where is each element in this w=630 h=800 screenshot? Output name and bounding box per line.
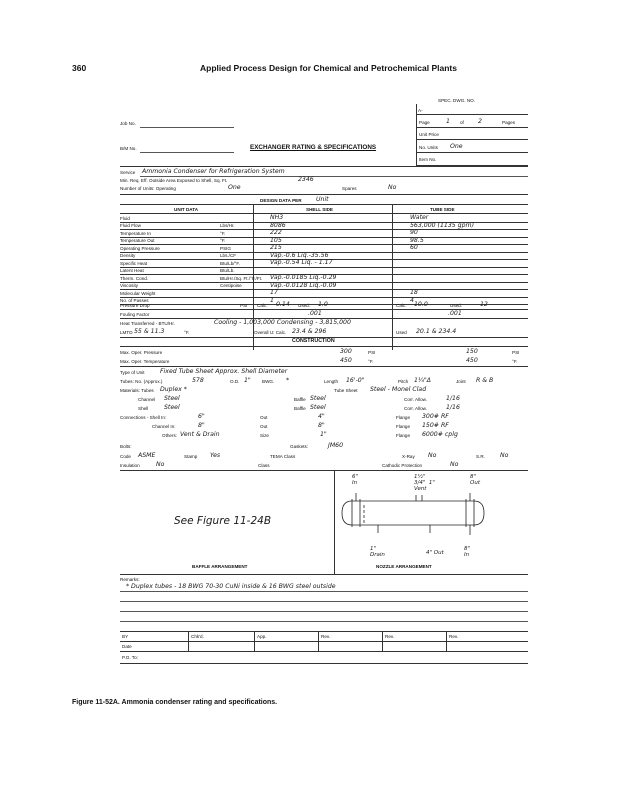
nozzle-out-bottom: 4" Out [426, 550, 444, 556]
row-tube-value: 60 [410, 244, 418, 251]
row-shell-value: Vap.-0.6 Liq.-35.56 [270, 251, 329, 259]
shell-material-label: Shell [138, 406, 149, 411]
row-tube-value: 563,000 (1135 gpm) [410, 221, 474, 229]
row-shell-value: 222 [270, 229, 282, 236]
row-label: Fluid Flow [120, 223, 141, 228]
lmtd-value: 55 & 11.3 [134, 328, 165, 335]
lmtd-label: LMTD [120, 330, 133, 335]
cathodic-protection-label: Cathodic Protection [382, 463, 423, 468]
app-label: App. [257, 634, 267, 639]
row-tube-value: 4 [410, 296, 414, 304]
xray-value: No [428, 452, 437, 459]
no-units-value: One [450, 143, 463, 150]
cathodic-protection-value: No [450, 461, 459, 468]
remarks-value: * Duplex tubes - 18 BWG 70-30 CuNi inside & 16 BWG steel outside [126, 583, 336, 590]
row-label: Molecular Weight [120, 290, 156, 296]
out-label-2: Out [260, 424, 268, 429]
length-label: Length [324, 379, 339, 384]
page-number: 360 [72, 63, 87, 73]
bwg-label: BWG. [262, 379, 275, 384]
row-label: Viscosity [120, 283, 139, 288]
nozzle-drain: 1" Drain [370, 546, 385, 558]
figure-caption: Figure 11-52A. Ammonia condenser rating and specifications. [72, 699, 278, 706]
row-label: Temperature Out [120, 238, 155, 243]
flange-label-3: Flange [396, 433, 411, 438]
materials-value: Duplex * [160, 386, 187, 393]
row-shell-value: 215 [270, 244, 282, 251]
channel-label: Channel [138, 397, 156, 402]
shell-material-value: Steel [164, 404, 180, 411]
heat-transferred-label: Heat Transferred - BTU/Hr. [120, 321, 175, 326]
channel-out-value: 8" [318, 422, 325, 429]
max-temp-tube: 450 [466, 357, 478, 364]
unit-price-label: Unit Price [419, 132, 439, 137]
baffle-value-1: Steel [310, 395, 326, 402]
baffle-value-2: Steel [310, 404, 326, 411]
row-shell-value: 17 [270, 289, 278, 296]
nozzle-in-top: 6" In [352, 474, 359, 486]
row-label: Temperature In [120, 230, 151, 236]
row-shell-value: Vap.-0.54 Liq. - 1.17 [270, 259, 333, 266]
spec-dwg-label: SPEC. DWG. NO. [438, 98, 476, 103]
lmtd-unit: °F. [184, 330, 190, 335]
shell-used-label: Used: [298, 303, 311, 308]
no-units-label: No. Units [419, 145, 438, 150]
rev1-label: Rev. [321, 634, 331, 639]
row-shell-value: Vap.-0.0128 Liq.-0.09 [270, 281, 337, 289]
row-shell-value: NH3 [270, 214, 284, 221]
nozzle-sketch [338, 483, 488, 553]
flange-value-3: 6000# cplg [422, 431, 458, 438]
sr-label: S.R. [476, 454, 485, 459]
bm-no-label: B/M No. [120, 146, 137, 151]
size-value: 1" [320, 431, 327, 438]
left-head [342, 501, 352, 525]
row-label: Fluid [120, 215, 130, 221]
po-to-label: P.O. To: [122, 655, 138, 660]
service-value: Ammonia Condenser for Refrigeration System [142, 168, 285, 175]
min-area-label: Min. Req. Eff. Outside Area Exposed to Shell, Sq. Ft. [120, 178, 228, 183]
shell-dp-calc: 0.14 [276, 301, 290, 308]
page-value: 1 [446, 118, 450, 125]
corr-allow-value-2: 1/16 [446, 404, 460, 411]
nozzle-in-bottom: 8" In [464, 546, 471, 558]
row-label: Operating Pressure [120, 245, 160, 251]
fouling-tube: .001 [448, 310, 462, 317]
see-figure-note: See Figure 11-24B [174, 515, 272, 527]
rev3-label: Rev. [449, 634, 459, 639]
of-label: of [460, 120, 464, 125]
row-unit: Lbs/Hr. [220, 223, 235, 228]
tube-dp-used: 12 [480, 301, 488, 308]
class-label: Class [258, 463, 270, 468]
date-label: Date [122, 644, 132, 649]
others-label: Others: [162, 433, 178, 438]
row-unit: PSIG [220, 245, 231, 251]
temp-unit-shell: °F. [368, 359, 374, 364]
remarks-label: Remarks: [120, 577, 140, 582]
overall-u-value: 23.4 & 296 [292, 328, 327, 335]
corr-allow-label-2: Corr. Allow. [404, 406, 427, 411]
page-label: Page [419, 120, 430, 125]
row-shell-value: 105 [270, 236, 282, 244]
row-label: Specific Heat [120, 260, 148, 266]
psi-label-3: PSI [512, 350, 520, 355]
stamp-label: Stamp [184, 454, 198, 459]
others-value: Vent & Drain [180, 431, 220, 438]
baffle-label-2: Baffle [294, 406, 306, 411]
tube-used-label: Used: [450, 303, 463, 308]
col-shell-side: SHELL SIDE [306, 207, 333, 212]
code-value: ASME [138, 452, 156, 459]
row-unit: Btu/Lb/°F. [220, 260, 240, 266]
row-label: Latent Heat [120, 268, 144, 273]
tube-dp-calc: 10.0 [414, 301, 428, 308]
heat-transferred-value: Cooling - 1,003,000 Condensing - 3,815,000 [214, 319, 351, 326]
pitch-label: Pitch [398, 379, 409, 384]
service-label: Service [120, 170, 136, 175]
nozzle-arrangement-label: NOZZLE ARRANGEMENT [376, 564, 432, 569]
min-area-value: 2346 [298, 176, 314, 183]
size-label: Size [260, 433, 269, 438]
materials-label: Materials: Tubes [120, 388, 154, 393]
channel-value: Steel [164, 395, 180, 402]
insulation-value: No [156, 461, 165, 468]
right-head [474, 501, 484, 525]
spares-value: No [388, 184, 397, 191]
max-temp-label: Max. Oper. Temperature [120, 359, 170, 364]
psi-label-2: PSI [368, 350, 376, 355]
tube-calc-label: Calc. [396, 303, 407, 308]
flange-label-2: Flange [396, 424, 411, 429]
shell-calc-label: Calc. [257, 303, 268, 308]
row-unit: Centipoise [220, 283, 242, 288]
row-label: Therm. Cond. [120, 275, 149, 281]
corr-allow-label-1: Corr. Allow. [404, 397, 427, 402]
tube-sheet-label: Tube Sheet [334, 388, 358, 393]
channel-in-value: 8" [198, 422, 205, 429]
row-unit: °F. [220, 238, 226, 243]
conn-shell-in-value: 6" [198, 413, 205, 420]
baffle-arrangement-label: BAFFLE ARRANGEMENT [192, 564, 248, 569]
flange-value-2: 150# RF [422, 422, 449, 429]
out-label-1: Out [260, 415, 268, 420]
units-operating-label: Number of Units: Operating [120, 186, 176, 191]
rev2-label: Rev. [385, 634, 395, 639]
col-unit-data: UNIT DATA [174, 207, 199, 212]
tube-sheet-value: Steel - Monel Clad [370, 386, 427, 393]
row-tube-value: Water [410, 214, 429, 221]
rev-a-label: A- [418, 108, 423, 113]
pressure-drop-label: Pressure Drop [120, 303, 150, 308]
joint-value: R & B [476, 377, 494, 384]
construction-label: CONSTRUCTION [292, 338, 335, 344]
sr-value: No [500, 452, 509, 459]
gaskets-value: JM60 [328, 442, 344, 449]
pitch-value: 1¼"Δ [414, 377, 432, 384]
fouling-label: Fouling Factor [120, 312, 150, 317]
joint-label: Joint [456, 379, 466, 384]
type-of-unit-label: Type of Unit [120, 370, 145, 375]
max-pressure-tube: 150 [466, 348, 478, 355]
max-pressure-label: Max. Oper. Pressure [120, 350, 163, 355]
pages-value: 2 [478, 118, 482, 125]
nozzle-vent-top: 1½" 3/4" 1" Vent [414, 474, 435, 492]
flange-value-1: 300# RF [422, 413, 449, 420]
item-no-label: Item No. [419, 157, 437, 162]
col-tube-side: TUBE SIDE [430, 207, 455, 212]
row-label: No. of Passes [120, 298, 149, 303]
conn-shell-in-label: Connections - Shell In: [120, 415, 167, 420]
spares-label: Spares [342, 186, 357, 191]
row-shell-value: 8086 [270, 221, 286, 229]
row-unit: Btu/Lb. [220, 268, 235, 273]
conn-shell-out-value: 4" [318, 413, 325, 420]
row-unit: Btu/Hr./Sq. Ft./°F./Ft. [220, 275, 263, 281]
max-pressure-shell: 300 [340, 348, 352, 355]
tema-class-label: TEMA Class [270, 454, 296, 459]
shell-dp-used: 1.0 [318, 301, 328, 308]
tubes-no-label: Tubes: No. (Approx.) [120, 379, 163, 384]
by-label: BY [122, 634, 129, 639]
od-value: 1" [244, 377, 251, 384]
row-tube-value: 18 [410, 289, 418, 296]
u-used-label: Used [396, 330, 407, 335]
fouling-shell: .001 [308, 310, 322, 317]
row-tube-value: 90 [410, 229, 418, 236]
tubes-no-value: 578 [192, 377, 204, 384]
flange-label-1: Flange [396, 415, 411, 420]
design-data-value: Unit [316, 196, 329, 203]
bwg-value: * [286, 377, 290, 384]
row-shell-value: Vap.-0.0185 Liq.-0.29 [270, 274, 337, 281]
row-unit: °F. [220, 230, 226, 236]
running-title: Applied Process Design for Chemical and Petrochemical Plants [200, 63, 457, 73]
insulation-label: Insulation [120, 463, 140, 468]
units-operating-value: One [228, 184, 241, 191]
od-label: O.D. [230, 379, 240, 384]
row-label: Density [120, 253, 136, 258]
corr-allow-value-1: 1/16 [446, 395, 460, 402]
channel-in-label: Channel In: [152, 424, 176, 429]
row-tube-value: 98.5 [410, 236, 424, 244]
gaskets-label: Gaskets: [290, 444, 309, 449]
max-temp-shell: 450 [340, 357, 352, 364]
baffle-label-1: Baffle [294, 397, 306, 402]
row-unit: Lbs./CF [220, 253, 237, 258]
row-shell-value: 1 [270, 296, 274, 304]
length-value: 16'-0" [346, 377, 365, 384]
pages-label: Pages [502, 120, 516, 125]
xray-label: X-Ray [402, 454, 415, 459]
chkd-label: Chk'd. [191, 634, 204, 639]
overall-u-label: Overall U: Calc. [254, 330, 287, 335]
nozzle-out-top: 8" Out [470, 474, 480, 486]
temp-unit-tube: °F. [512, 359, 518, 364]
type-of-unit-value: Fixed Tube Sheet Approx. Shell Diameter [160, 368, 288, 375]
stamp-value: Yes [210, 452, 221, 459]
u-used-value: 20.1 & 234.4 [416, 328, 457, 335]
psi-label: PSI [240, 303, 248, 308]
code-label: Code [120, 454, 131, 459]
bolts-label: Bolts: [120, 444, 132, 449]
exchanger-spec-sheet [120, 90, 528, 675]
design-data-label: DESIGN DATA PER [260, 198, 302, 203]
form-title: EXCHANGER RATING & SPECIFICATIONS [250, 144, 377, 151]
job-no-label: Job No. [120, 121, 136, 126]
